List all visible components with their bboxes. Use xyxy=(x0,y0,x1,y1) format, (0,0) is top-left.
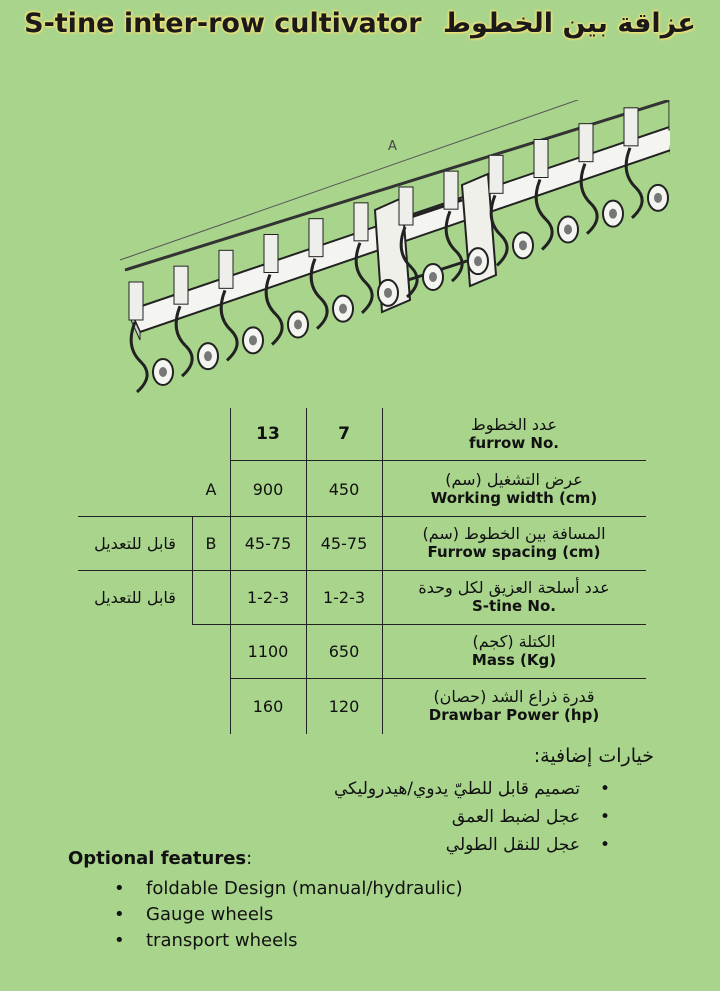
row-key-b: B xyxy=(205,533,217,553)
list-item: • foldable Design (manual/hydraulic) xyxy=(114,878,463,899)
value-working-width-7: 450 xyxy=(328,479,360,499)
row-label-furrow-no: عدد الخطوط furrow No. xyxy=(469,414,559,452)
value-working-width-13: 900 xyxy=(252,479,284,499)
row-label-stine-no: عدد أسلحة العزيق لكل وحدة S-tine No. xyxy=(418,577,610,615)
note-adjustable-tines: قابل للتعديل xyxy=(94,587,176,607)
list-item: • عجل للنقل الطولي xyxy=(445,835,610,855)
optional-features-en-title: Optional features: xyxy=(68,848,253,869)
list-item: • عجل لضبط العمق xyxy=(451,807,610,827)
value-stine-13: 1-2-3 xyxy=(246,587,290,607)
column-header-13: 13 xyxy=(256,424,280,444)
row-label-drawbar-power: قدرة ذراع الشد (حصان) Drawbar Power (hp) xyxy=(428,686,600,724)
value-stine-7: 1-2-3 xyxy=(322,587,366,607)
title-en: S-tine inter-row cultivator xyxy=(24,8,422,39)
value-furrow-spacing-13: 45-75 xyxy=(244,533,292,553)
optional-features-ar-list xyxy=(334,775,610,859)
note-adjustable-spacing: قابل للتعديل xyxy=(94,533,176,553)
value-furrow-spacing-7: 45-75 xyxy=(320,533,368,553)
list-item: • transport wheels xyxy=(114,930,298,951)
value-drawbar-13: 160 xyxy=(252,696,284,716)
dimension-label-a: A xyxy=(388,139,397,154)
value-mass-7: 650 xyxy=(328,641,360,661)
row-label-furrow-spacing: المسافة بين الخطوط (سم) Furrow spacing (cm) xyxy=(422,523,606,561)
row-label-mass: الكتلة (كجم) Mass (Kg) xyxy=(471,631,557,669)
list-item: • تصميم قابل للطيّ يدوي/هيدروليكي xyxy=(334,779,610,799)
column-header-7: 7 xyxy=(338,424,350,444)
optional-features-en-list xyxy=(114,876,463,954)
value-drawbar-7: 120 xyxy=(328,696,360,716)
value-mass-13: 1100 xyxy=(247,641,289,661)
row-key-a: A xyxy=(205,479,217,499)
optional-features-ar-title: خيارات إضافية: xyxy=(533,745,654,767)
title-ar: عزاقة بين الخطوط xyxy=(442,8,696,39)
list-item: • Gauge wheels xyxy=(114,904,274,925)
row-label-working-width: عرض التشغيل (سم) Working width (cm) xyxy=(430,469,598,507)
